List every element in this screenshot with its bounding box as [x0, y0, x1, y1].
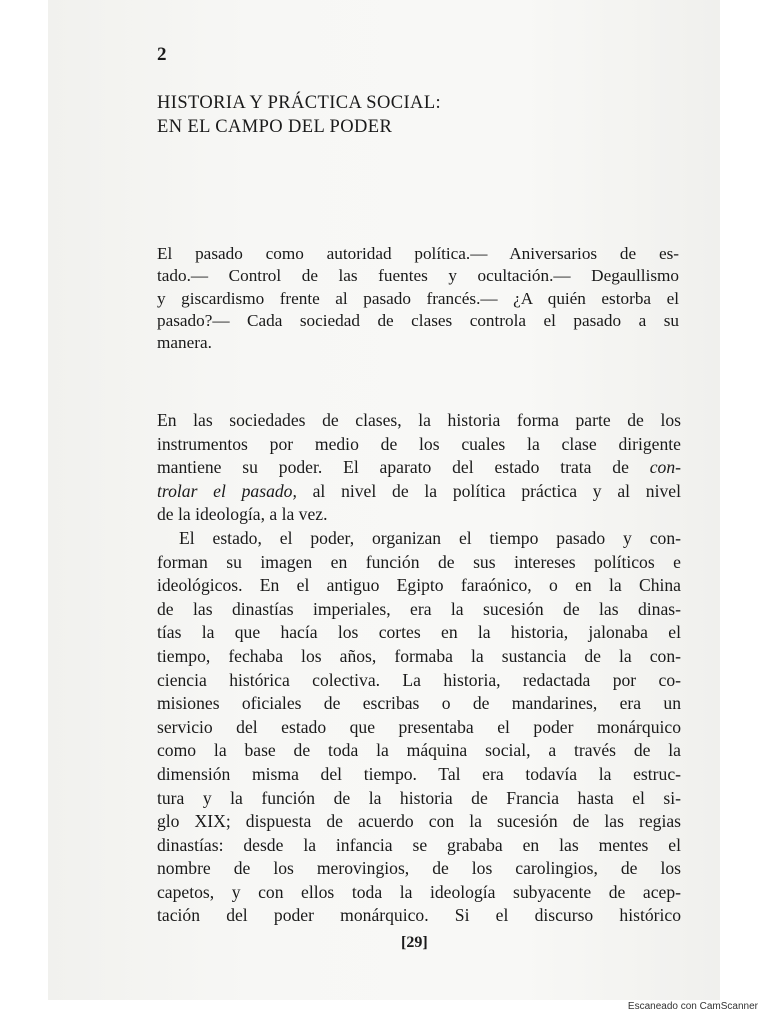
body-text-run: mantiene su poder. El aparato del estado trata de — [157, 457, 650, 478]
body-text — [157, 409, 681, 928]
body-line: forman su imagen en función de sus intereses políticos e — [157, 551, 681, 572]
body-line — [157, 480, 681, 504]
body-line — [157, 456, 681, 480]
body-line: capetos, y con ellos toda la ideología subyacente de acep- — [157, 881, 681, 902]
body-line: instrumentos por medio de los cuales la clase dirigente — [157, 433, 681, 454]
summary-line: El pasado como autoridad política.— Aniversarios de es- — [157, 244, 679, 263]
summary-line: manera. — [157, 333, 212, 353]
chapter-number: 2 — [157, 44, 167, 65]
body-line: servicio del estado que presentaba el poder monárquico — [157, 716, 681, 737]
body-line: como la base de toda la máquina social, a través de la — [157, 740, 681, 761]
body-line: dinastías: desde la infancia se grababa en las mentes el — [157, 834, 681, 855]
body-line: dimensión misma del tiempo. Tal era todavía la estruc- — [157, 763, 681, 784]
summary-line: pasado?— Cada sociedad de clases controla el pasado a su — [157, 310, 679, 330]
body-line: glo XIX; dispuesta de acuerdo con la sucesión de las regias — [157, 811, 681, 832]
italic-phrase: trolar el pasado, — [157, 480, 297, 501]
body-line: tación del poder monárquico. Si el discurso histórico — [157, 905, 681, 926]
body-line: En las sociedades de clases, la historia forma parte de los — [157, 410, 681, 430]
body-text-run: al nivel de la política práctica y al nivel — [296, 480, 681, 501]
body-line: tiempo, fechaba los años, formaba la sustancia de la con- — [157, 645, 681, 666]
chapter-summary — [157, 243, 679, 354]
body-line: El estado, el poder, organizan el tiempo pasado y con- — [179, 527, 681, 548]
body-line: ciencia histórica colectiva. La historia, redactada por co- — [157, 669, 681, 690]
body-line: nombre de los merovingios, de los carolingios, de los — [157, 858, 681, 879]
body-line: misiones oficiales de escribas o de mandarines, era un — [157, 693, 681, 714]
body-line: de las dinastías imperiales, era la sucesión de las dinas- — [157, 598, 681, 619]
chapter-title-line: EN EL CAMPO DEL PODER — [157, 117, 393, 137]
body-line: tura y la función de la historia de Francia hasta el si- — [157, 787, 681, 808]
body-line: ideológicos. En el antiguo Egipto faraónico, o en la China — [157, 575, 681, 596]
body-line: de la ideología, a la vez. — [157, 504, 328, 525]
book-page — [48, 0, 720, 1000]
italic-phrase: con- — [649, 457, 681, 478]
body-line: tías la que hacía los cortes en la historia, jalonaba el — [157, 622, 681, 643]
chapter-title — [157, 91, 441, 139]
summary-line: tado.— Control de las fuentes y ocultación.— Degaullismo — [157, 266, 679, 286]
page-number: [29] — [401, 934, 428, 951]
scanner-watermark: Escaneado con CamScanner — [627, 1001, 758, 1012]
chapter-title-line: HISTORIA Y PRÁCTICA SOCIAL: — [157, 93, 442, 113]
summary-line: y giscardismo frente al pasado francés.— ¿A quién estorba el — [157, 288, 679, 308]
